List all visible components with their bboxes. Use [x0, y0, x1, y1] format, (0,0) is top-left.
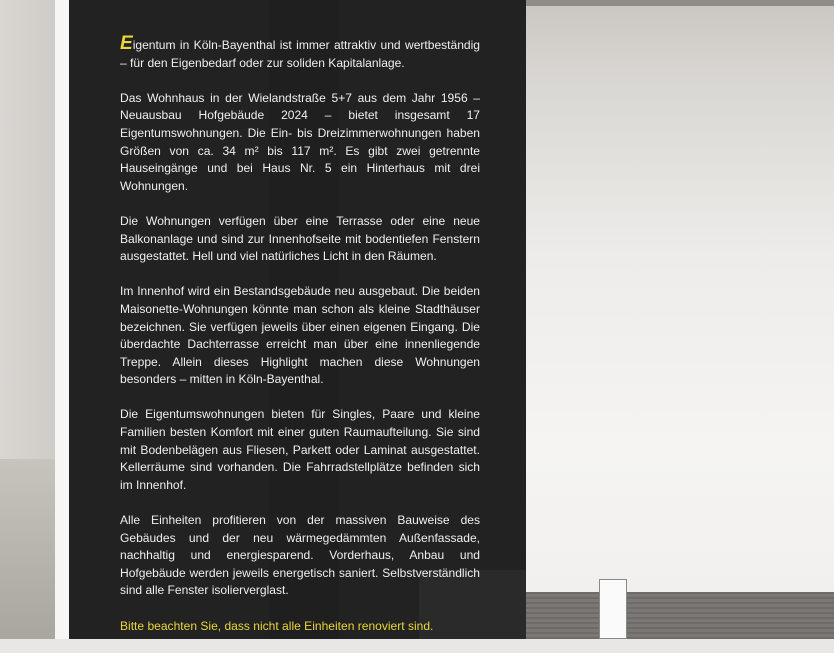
intro-text: igentum in Köln-Bayenthal ist immer attraktiv und wertbeständig – für den Eigenbedarf oder zur soliden Kapitalanlage. [120, 38, 480, 70]
roof-tiles-left [526, 592, 600, 639]
chimney [599, 579, 627, 639]
renovation-note: Bitte beachten Sie, dass nicht alle Einheiten renoviert sind. [120, 618, 434, 633]
dropcap-letter: E [120, 33, 133, 54]
left-background-strip [0, 0, 55, 639]
roof-tiles-right [627, 592, 834, 639]
light-band [55, 0, 69, 639]
paragraph-balcony: Die Wohnungen verfügen über eine Terrasse oder eine neue Balkonanlage und sind zur Innenhofseite mit bodentiefen Fenstern ausgestattet. Hell und viel natürliches Licht in den Räumen. [120, 213, 480, 264]
left-building-shadow [0, 459, 55, 639]
paragraph-construction: Alle Einheiten profitieren von der massiven Bauweise des Gebäudes und der neu wärmegedämmten Außenfassade, nachhaltig und energiesparend. Vorderhaus, Anbau und Hofgebäude werden jeweils energetisch saniert. Selbstverständlich sind alle Fenster isolierverglast. [120, 513, 480, 598]
description-text [120, 33, 480, 653]
intro-paragraph [120, 33, 480, 72]
sky-top-edge [526, 0, 834, 6]
paragraph-building: Das Wohnhaus in der Wielandstraße 5+7 aus dem Jahr 1956 – Neuausbau Hofgebäude 2024 – bietet insgesamt 17 Eigentumswohnungen. Die Ein- bis Dreizimmerwohnungen haben Größen von ca. 34 m² bis 117 m². Es gibt zwei getrennte Hauseingänge und bei Haus Nr. 5 ein Hinterhaus mit drei Wohnungen. [120, 90, 480, 193]
sky-background [526, 0, 834, 639]
paragraph-comfort: Die Eigentumswohnungen bieten für Singles, Paare und kleine Familien besten Komfort mit einer guten Raumaufteilung. Sie sind mit Bodenbelägen aus Fliesen, Parkett oder Laminat ausgestattet. Kellerräume sind vorhanden. Die Fahrradstellplätze befinden sich im Innenhof. [120, 407, 480, 492]
paragraph-courtyard: Im Innenhof wird ein Bestandsgebäude neu ausgebaut. Die beiden Maisonette-Wohnungen könnte man schon als kleine Stadthäuser bezeichnen. Sie verfügen jeweils über einen eigenen Eingang. Die überdachte Dachterrasse erreicht man über eine innenliegende Treppe. Allein dieses Highlight machen diese Wohnungen besonders – mitten in Köln-Bayenthal. [120, 284, 480, 387]
